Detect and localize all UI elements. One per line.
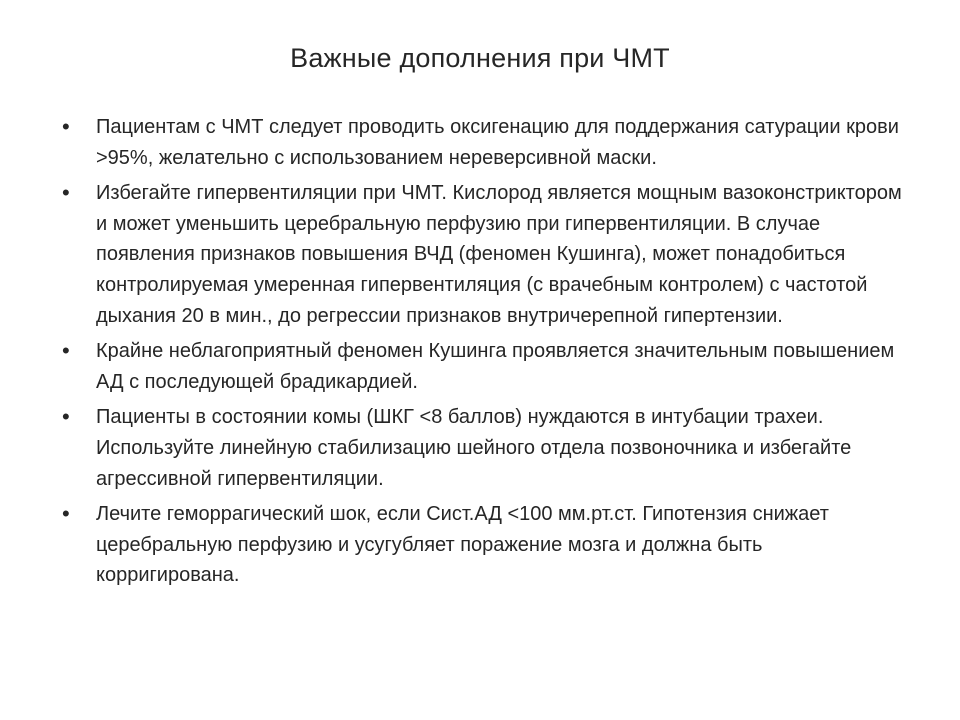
bullet-point-icon: • bbox=[62, 114, 70, 139]
bullet-text: Пациенты в состоянии комы (ШКГ <8 баллов) нуждаются в интубации трахеи. Используйте линейную стабилизацию шейного отдела позвоночника и избегайте агрессивной гипервентиляции. bbox=[96, 406, 852, 490]
bullet-point-icon: • bbox=[62, 338, 70, 364]
slide-title: Важные дополнения при ЧМТ bbox=[290, 43, 670, 73]
bullet-list bbox=[62, 112, 904, 596]
bullet-item-shock bbox=[62, 499, 904, 591]
bullet-point-icon: • bbox=[62, 180, 70, 206]
bullet-point-icon: • bbox=[62, 501, 70, 527]
bullet-text: Пациентам с ЧМТ следует проводить оксигенацию для поддержания сатурации крови >95%, желательно с использованием нереверсивной маски. bbox=[96, 116, 899, 169]
bullet-text: Крайне неблагоприятный феномен Кушинга проявляется значительным повышением АД с последующей брадикардией. bbox=[96, 340, 895, 393]
bullet-item-cushing bbox=[62, 336, 904, 397]
bullet-point-icon: • bbox=[62, 404, 70, 430]
bullet-item-oxygenation bbox=[62, 112, 904, 173]
bullet-item-intubation bbox=[62, 402, 904, 494]
bullet-item-hyperventilation bbox=[62, 178, 904, 331]
bullet-text: Избегайте гипервентиляции при ЧМТ. Кислород является мощным вазоконстриктором и может уменьшить церебральную перфузию при гипервентиляции. В случае появления признаков повышения ВЧД (феномен Кушинга), может понадобиться контролируемая умеренная гипервентиляция (с врачебным контролем) с частотой дыхания 20 в мин., до регрессии признаков внутричерепной гипертензии. bbox=[96, 182, 902, 327]
bullet-text: Лечите геморрагический шок, если Сист.АД <100 мм.рт.ст. Гипотензия снижает церебральную перфузию и усугубляет поражение мозга и должна быть корригирована. bbox=[96, 503, 829, 587]
